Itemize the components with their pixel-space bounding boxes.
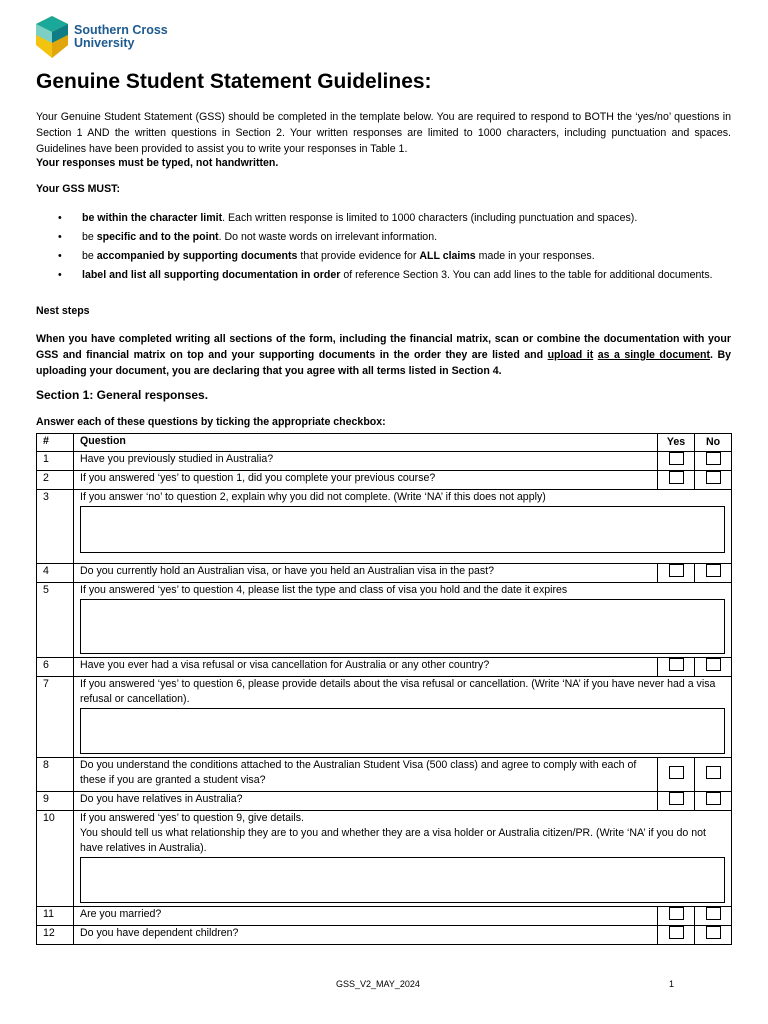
no-checkbox[interactable] xyxy=(706,471,721,484)
must-heading: Your GSS MUST: xyxy=(36,183,120,195)
no-checkbox[interactable] xyxy=(706,658,721,671)
page-number: 1 xyxy=(669,979,675,989)
header-question: Question xyxy=(74,434,658,452)
section-1-heading: Section 1: General responses. xyxy=(36,388,209,402)
bullet-icon: • xyxy=(58,212,62,224)
table-row: 2 If you answered ‘yes’ to question 1, did you complete your previous course? xyxy=(37,471,732,490)
typed-notice: Your responses must be typed, not handwritten. xyxy=(36,157,279,169)
no-checkbox[interactable] xyxy=(706,907,721,920)
university-logo xyxy=(34,15,168,59)
table-row: 5 If you answered ‘yes’ to question 4, please list the type and class of visa you hold and the date it expires xyxy=(37,583,732,658)
no-checkbox[interactable] xyxy=(706,792,721,805)
bullet-icon: • xyxy=(58,231,62,243)
document-version-code: GSS_V2_MAY_2024 xyxy=(336,979,420,989)
table-row: 10 If you answered ‘yes’ to question 9, give details. You should tell us what relationship they are to you and whether they are a visa holder or Australia citizen/PR. (Write ‘NA’ if you do not have relatives in Australia). xyxy=(37,811,732,907)
must-list xyxy=(36,210,731,286)
questions-table xyxy=(36,433,732,945)
yes-checkbox[interactable] xyxy=(669,471,684,484)
table-row: 3 If you answer ‘no’ to question 2, explain why you did not complete. (Write ‘NA’ if this does not apply) xyxy=(37,490,732,564)
table-row: 12 Do you have dependent children? xyxy=(37,926,732,945)
yes-checkbox[interactable] xyxy=(669,766,684,779)
response-textbox[interactable] xyxy=(80,599,725,654)
header-num: # xyxy=(37,434,74,452)
response-textbox[interactable] xyxy=(80,857,725,903)
intro-paragraph: Your Genuine Student Statement (GSS) should be completed in the template below. You are required to respond to BOTH the ‘yes/no’ questions in Section 1 AND the written questions in Section 2. Your written responses are limited to 1000 characters, including punctuation and spaces. Guidelines have been provided to assist you to write your responses in Table 1. xyxy=(36,111,731,155)
bullet-icon: • xyxy=(58,269,62,281)
header-yes: Yes xyxy=(658,434,695,452)
logo-line-2: University xyxy=(74,36,135,50)
table-row: 11 Are you married? xyxy=(37,907,732,926)
list-item: • be within the character limit. Each written response is limited to 1000 characters (including punctuation and spaces). xyxy=(58,212,638,224)
list-item: • label and list all supporting documentation in order of reference Section 3. You can add lines to the table for additional documents. xyxy=(58,269,713,281)
next-steps-heading: Nest steps xyxy=(36,305,90,317)
table-header-row xyxy=(37,434,732,452)
page-title: Genuine Student Statement Guidelines: xyxy=(36,70,432,93)
no-checkbox[interactable] xyxy=(706,926,721,939)
response-textbox[interactable] xyxy=(80,506,725,553)
no-checkbox[interactable] xyxy=(706,766,721,779)
table-row: 4 Do you currently hold an Australian visa, or have you held an Australian visa in the past? xyxy=(37,564,732,583)
yes-checkbox[interactable] xyxy=(669,658,684,671)
table-row: 9 Do you have relatives in Australia? xyxy=(37,792,732,811)
header-no: No xyxy=(695,434,732,452)
list-item: • be specific and to the point. Do not waste words on irrelevant information. xyxy=(58,231,438,243)
table-row: 1 Have you previously studied in Australia? xyxy=(37,452,732,471)
no-checkbox[interactable] xyxy=(706,564,721,577)
single-document-link[interactable]: as a single document xyxy=(597,349,711,361)
next-steps-paragraph: When you have completed writing all sections of the form, including the financial matrix, scan or combine the documentation with your GSS and financial matrix on top and your supporting documents in the order they are listed and upload it as a single document. By uploading your document, you are declaring that you agree with all terms listed in Section 4. xyxy=(36,333,731,377)
bullet-icon: • xyxy=(58,250,62,262)
yes-checkbox[interactable] xyxy=(669,564,684,577)
yes-checkbox[interactable] xyxy=(669,926,684,939)
table-row: 6 Have you ever had a visa refusal or visa cancellation for Australia or any other country? xyxy=(37,658,732,677)
answer-instruction: Answer each of these questions by ticking the appropriate checkbox: xyxy=(36,416,386,428)
logo-line-1: Southern Cross xyxy=(74,23,168,37)
table-row: 7 If you answered ‘yes’ to question 6, please provide details about the visa refusal or cancellation. (Write ‘NA’ if you have never had a visa refusal or cancellation). xyxy=(37,677,732,758)
yes-checkbox[interactable] xyxy=(669,792,684,805)
no-checkbox[interactable] xyxy=(706,452,721,465)
shield-logo-icon xyxy=(34,15,70,59)
table-row: 8 Do you understand the conditions attached to the Australian Student Visa (500 class) and agree to comply with each of these if you are granted a student visa? xyxy=(37,758,732,792)
yes-checkbox[interactable] xyxy=(669,452,684,465)
yes-checkbox[interactable] xyxy=(669,907,684,920)
response-textbox[interactable] xyxy=(80,708,725,754)
upload-link[interactable]: upload it xyxy=(547,349,594,361)
list-item: • be accompanied by supporting documents that provide evidence for ALL claims made in your responses. xyxy=(58,250,595,262)
